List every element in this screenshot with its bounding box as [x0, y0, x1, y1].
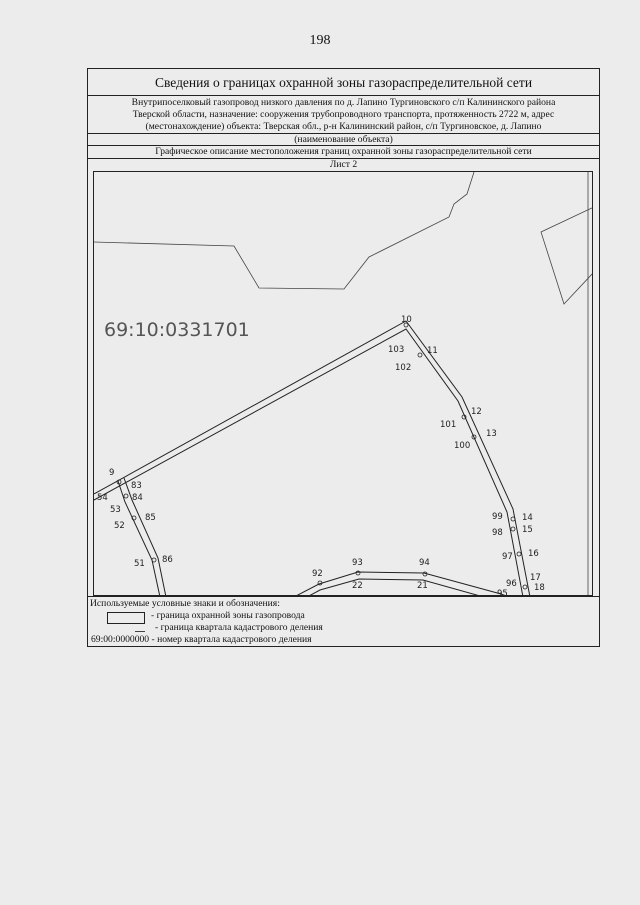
point-label: 86	[162, 555, 173, 565]
point-label: 98	[492, 528, 503, 538]
object-description-line: (местонахождение) объекта: Тверская обл., р-н Калининский район, с/п Тургиновское, д. Лапино	[145, 121, 542, 133]
point-label: 21	[417, 581, 428, 591]
legend-quarter-number	[91, 634, 312, 645]
cadastral-quarter-number: 69:10:0331701	[104, 319, 250, 341]
point-label: 52	[114, 521, 125, 531]
point-label: 99	[492, 512, 503, 522]
point-label: 95	[497, 589, 508, 597]
legend-quarter-number-text: - номер квартала кадастрового деления	[151, 634, 312, 645]
document-title: Сведения о границах охранной зоны газораспределительной сети	[88, 69, 599, 96]
point-label: 14	[522, 513, 533, 523]
object-description-line: Внутрипоселковый газопровод низкого давления по д. Лапино Тургиновского с/п Калининского района	[131, 97, 556, 108]
point-marker	[418, 353, 422, 357]
point-label: 85	[145, 513, 156, 523]
point-label: 93	[352, 558, 363, 568]
sheet-label: Лист 2	[329, 159, 358, 170]
point-marker	[511, 517, 515, 521]
quarter-boundary-line	[541, 207, 593, 304]
legend-heading: Используемые условные знаки и обозначения:	[90, 598, 280, 609]
point-label: 12	[471, 407, 482, 417]
page-number: 198	[309, 33, 331, 48]
point-label: 18	[534, 583, 545, 593]
point-label: 84	[132, 493, 143, 503]
graphic-description-heading: Графическое описание местоположения границ охранной зоны газораспределительной сети	[88, 146, 599, 159]
object-description	[88, 96, 599, 134]
boundary-map	[93, 171, 593, 596]
point-label: 92	[312, 569, 323, 579]
point-marker	[511, 527, 515, 531]
point-marker	[124, 494, 128, 498]
point-label: 15	[522, 525, 533, 535]
point-label: 10	[401, 315, 412, 325]
point-marker	[152, 558, 156, 562]
legend-zone-boundary: - граница охранной зоны газопровода	[151, 610, 305, 621]
point-marker	[517, 552, 521, 556]
point-label: 102	[395, 363, 412, 373]
point-label: 101	[440, 420, 457, 430]
point-label: 83	[131, 481, 142, 491]
quarter-boundary-line	[94, 172, 474, 289]
point-label: 54	[97, 493, 108, 503]
point-label: 17	[530, 573, 541, 583]
point-label: 94	[419, 558, 430, 568]
point-label: 100	[454, 441, 471, 451]
point-label: 97	[502, 552, 513, 562]
point-label: 22	[352, 581, 363, 591]
zone-boundary-symbol	[107, 612, 145, 624]
object-name-caption: (наименование объекта)	[88, 134, 599, 146]
object-description-line: Тверской области, назначение: сооружения трубопроводного транспорта, протяженность 2722 м, адрес	[132, 109, 555, 121]
point-label: 16	[528, 549, 539, 559]
legend-quarter-number-sample: 69:00:0000000	[91, 634, 150, 645]
point-label: 13	[486, 429, 497, 439]
point-label: 53	[110, 505, 121, 515]
point-label: 9	[109, 468, 115, 478]
legend-quarter-boundary: - граница квартала кадастрового деления	[155, 622, 323, 633]
point-label: 103	[388, 345, 405, 355]
point-label: 96	[506, 579, 517, 589]
quarter-boundary-symbol	[135, 631, 145, 632]
point-marker	[523, 585, 527, 589]
point-label: 51	[134, 559, 145, 569]
point-label: 11	[427, 346, 438, 356]
map-drawing	[94, 172, 593, 596]
